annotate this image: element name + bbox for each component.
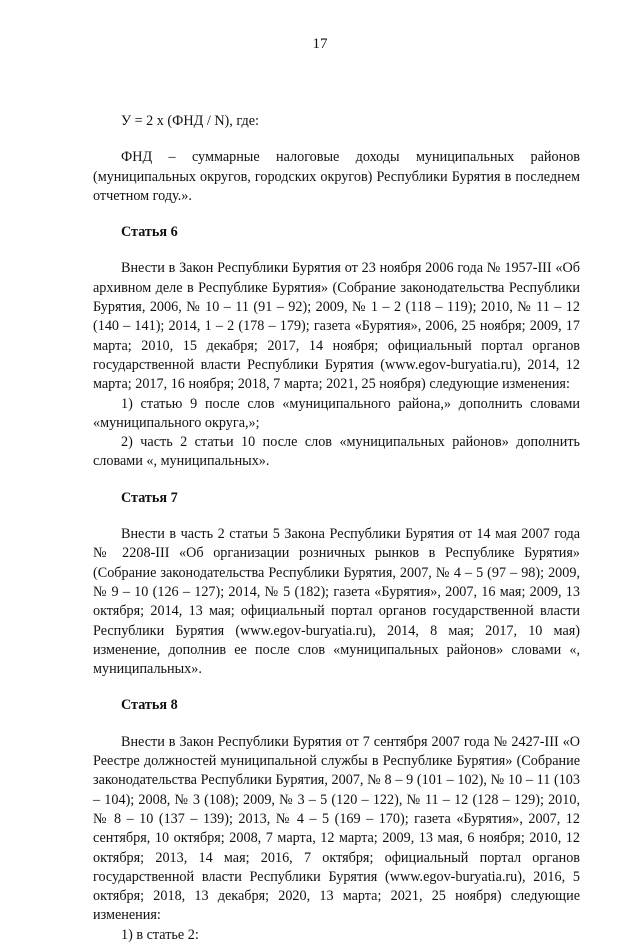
document-body bbox=[93, 112, 580, 945]
article-7-heading: Статья 7 bbox=[121, 489, 178, 506]
article-6-item-1: 1) статью 9 после слов «муниципального района,» дополнить словами «муниципального округа,»; bbox=[93, 395, 580, 431]
article-8-heading: Статья 8 bbox=[121, 697, 178, 714]
article-6-intro: Внести в Закон Республики Бурятия от 23 ноября 2006 года № 1957-III «Об архивном деле в Республике Бурятия» (Собрание законодательства Республики Бурятия, 2006, № 10 – 11 (91 – 92); 2009, № 1 – 2 (118 – 119); 2010, № 11 – 12 (140 – 141); 2014, 1 – 2 (178 – 179); газета «Бурятия», 2006, 25 ноября; 2009, 17 марта; 2010, 15 декабря; 2017, 14 ноября; официальный портал органов государственной власти Республики Бурятия (www.egov-buryatia.ru), 2014, 12 марта; 2017, 16 ноября; 2018, 7 марта; 2021, 25 ноября) следующие изменения: bbox=[93, 260, 580, 393]
definition-paragraph: ФНД – суммарные налоговые доходы муниципальных районов (муниципальных округов, городских округов) Республики Бурятия в последнем отчетном году.». bbox=[93, 149, 580, 204]
article-8-item-1: 1) в статье 2: bbox=[121, 926, 199, 943]
article-8-intro: Внести в Закон Республики Бурятия от 7 сентября 2007 года № 2427-III «О Реестре должностей муниципальной службы в Республике Бурятия» (Собрание законодательства Республики Бурятия, 2007, № 8 – 9 (101 – 102), № 10 – 11 (103 – 104); 2008, № 3 (108); 2009, № 3 – 5 (120 – 122), № 11 – 12 (128 – 129); 2010, № 8 – 10 (137 – 139); 2013, № 4 – 5 (169 – 170); газета «Бурятия», 2007, 12 сентября, 10 октября; 2008, 7 марта, 12 марта; 2009, 13 мая, 6 ноября; 2010, 12 октября; 2013, 14 мая; 2016, 7 октября; официальный портал органов государственной власти Республики Бурятия (www.egov-buryatia.ru), 2016, 5 октября; 2018, 13 декабря; 2020, 13 марта; 2021, 25 ноября) следующие изменения: bbox=[93, 733, 580, 924]
article-7-intro: Внести в часть 2 статьи 5 Закона Республики Бурятия от 14 мая 2007 года № 2208-III «Об организации розничных рынков в Республике Бурятия» (Собрание законодательства Республики Бурятия, 2007, № 4 – 5 (97 – 98); 2009, № 9 – 10 (126 – 127); 2014, № 5 (182); газета «Бурятия», 2007, 16 мая; 2009, 13 октября; 2014, 13 мая; официальный портал органов государственной власти Республики Бурятия (www.egov-buryatia.ru), 2014, 8 мая; 2017, 10 мая) изменение, дополнив ее после слов «муниципальных районов» словами «, муниципальных». bbox=[93, 526, 580, 678]
article-6-heading: Статья 6 bbox=[121, 224, 178, 241]
page-number: 17 bbox=[312, 36, 328, 52]
formula-line: У = 2 х (ФНД / N), где: bbox=[121, 113, 259, 129]
article-6-item-2: 2) часть 2 статьи 10 после слов «муниципальных районов» дополнить словами «, муниципальных». bbox=[93, 434, 580, 470]
